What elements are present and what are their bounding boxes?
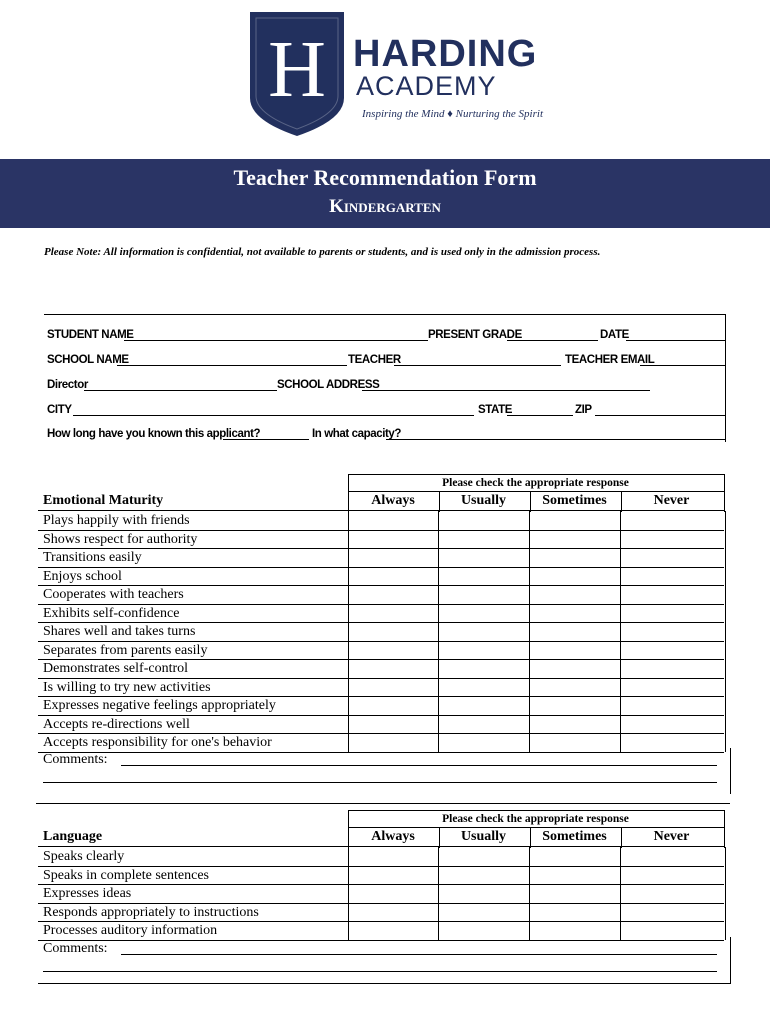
form-subtitle: Kindergarten [329, 196, 441, 217]
check-cell-always[interactable] [348, 622, 439, 641]
table-row [38, 884, 724, 904]
capacity-label: In what capacity? [312, 428, 402, 440]
check-cell-always[interactable] [348, 641, 439, 660]
check-cell-usually[interactable] [438, 530, 530, 549]
check-cell-usually[interactable] [438, 847, 530, 866]
school-address-label: SCHOOL ADDRESS [277, 379, 380, 391]
confidentiality-note: Please Note: All information is confidential, not available to parents or students, and is used only in the admission process. [44, 246, 601, 258]
table-row [38, 903, 724, 923]
table-row [38, 585, 724, 605]
check-cell-sometimes[interactable] [529, 567, 621, 586]
known-how-long-label: How long have you known this applicant? [47, 428, 261, 440]
item-label: Cooperates with teachers [43, 587, 184, 602]
info-row-2 [44, 343, 725, 368]
col-sometimes: Sometimes [542, 493, 607, 508]
check-cell-usually[interactable] [438, 567, 530, 586]
item-label: Responds appropriately to instructions [43, 904, 259, 920]
item-label: Is willing to try new activities [43, 679, 211, 695]
col-never-2: Never [653, 829, 690, 844]
check-cell-never[interactable] [620, 678, 726, 697]
table-row [38, 659, 724, 679]
city-label: CITY [47, 404, 72, 416]
school-name-label: SCHOOL NAME [47, 354, 129, 366]
item-label: Separates from parents easily [43, 642, 208, 658]
item-label: Exhibits self-confidence [43, 605, 180, 621]
check-cell-always[interactable] [348, 715, 439, 734]
date-field[interactable] [626, 339, 725, 341]
check-cell-never[interactable] [620, 884, 726, 903]
item-label: Shares well and takes turns [43, 624, 196, 639]
comments-line-2b[interactable] [43, 971, 717, 972]
item-label: Transitions easily [43, 550, 142, 565]
date-label: DATE [600, 329, 629, 341]
info-row-3 [44, 368, 725, 393]
item-label: Enjoys school [43, 568, 122, 584]
section-title-emotional-maturity: Emotional Maturity [43, 493, 164, 508]
check-cell-usually[interactable] [438, 678, 530, 697]
check-cell-always[interactable] [348, 567, 439, 586]
section-title-language: Language [43, 829, 103, 844]
check-cell-never[interactable] [620, 903, 726, 922]
item-label: Plays happily with friends [43, 513, 190, 528]
school-address-field[interactable] [362, 389, 650, 391]
city-field[interactable] [73, 414, 474, 416]
present-grade-field[interactable] [507, 339, 598, 341]
info-row-4 [44, 393, 725, 418]
check-cell-always[interactable] [348, 604, 439, 623]
check-cell-always[interactable] [348, 884, 439, 903]
comments-box-1 [38, 748, 731, 794]
check-cell-sometimes[interactable] [529, 866, 621, 885]
col-usually-2: Usually [460, 829, 507, 844]
check-cell-always[interactable] [348, 696, 439, 715]
check-cell-sometimes[interactable] [529, 530, 621, 549]
table-row [38, 715, 724, 735]
check-cell-usually[interactable] [438, 884, 530, 903]
item-label: Speaks clearly [43, 849, 125, 864]
check-cell-sometimes[interactable] [529, 604, 621, 623]
check-cell-always[interactable] [348, 548, 439, 567]
response-header-box-2 [348, 810, 725, 828]
check-cell-sometimes[interactable] [529, 641, 621, 660]
col-sometimes-2: Sometimes [542, 829, 607, 844]
item-label: Expresses ideas [43, 886, 132, 901]
check-cell-sometimes[interactable] [529, 659, 621, 678]
check-cell-usually[interactable] [438, 715, 530, 734]
teacher-email-label: TEACHER EMAIL [565, 354, 655, 366]
table-row [38, 622, 724, 642]
check-cell-never[interactable] [620, 866, 726, 885]
check-cell-always[interactable] [348, 659, 439, 678]
check-cell-usually[interactable] [438, 622, 530, 641]
response-header: Please check the appropriate response [442, 477, 629, 489]
table-row [38, 847, 724, 867]
item-label: Demonstrates self-control [43, 661, 189, 676]
table-row [38, 548, 724, 568]
director-label: Director [47, 379, 88, 391]
comments-line-2a[interactable] [121, 954, 717, 955]
item-label: Speaks in complete sentences [43, 867, 210, 883]
zip-label: ZIP [575, 404, 592, 416]
info-row-5 [44, 417, 725, 442]
check-cell-sometimes[interactable] [529, 696, 621, 715]
check-cell-usually[interactable] [438, 641, 530, 660]
student-name-field[interactable] [124, 339, 428, 341]
present-grade-label: PRESENT GRADE [428, 329, 522, 341]
director-field[interactable] [84, 389, 277, 391]
check-cell-never[interactable] [620, 567, 726, 586]
table-row [38, 678, 724, 698]
check-cell-always[interactable] [348, 903, 439, 922]
comments-label-1: Comments: [43, 752, 108, 767]
state-label: STATE [478, 404, 512, 416]
col-always: Always [371, 493, 415, 508]
column-header-row-2 [348, 827, 725, 848]
state-field[interactable] [507, 414, 573, 416]
col-never: Never [653, 493, 690, 508]
check-cell-always[interactable] [348, 847, 439, 866]
item-label: Expresses negative feelings appropriately [43, 698, 276, 713]
check-cell-usually[interactable] [438, 604, 530, 623]
teacher-email-field[interactable] [640, 364, 725, 366]
check-cell-usually[interactable] [438, 585, 530, 604]
check-cell-sometimes[interactable] [529, 585, 621, 604]
brand-name-line1: HARDING [353, 33, 538, 75]
comments-line-1b[interactable] [43, 782, 717, 783]
item-label: Accepts responsibility for one's behavior [43, 735, 272, 750]
check-cell-sometimes[interactable] [529, 511, 621, 530]
check-cell-never[interactable] [620, 585, 726, 604]
response-header-2: Please check the appropriate response [442, 813, 629, 825]
check-cell-sometimes[interactable] [529, 847, 621, 866]
comments-line-1a[interactable] [121, 765, 717, 766]
col-always-2: Always [371, 829, 415, 844]
check-cell-always[interactable] [348, 585, 439, 604]
check-cell-usually[interactable] [438, 903, 530, 922]
check-cell-always[interactable] [348, 511, 439, 530]
check-cell-never[interactable] [620, 847, 726, 866]
known-how-long-field[interactable] [223, 438, 309, 440]
check-cell-usually[interactable] [438, 696, 530, 715]
check-cell-always[interactable] [348, 866, 439, 885]
teacher-field[interactable] [394, 364, 561, 366]
form-title: Teacher Recommendation Form [233, 165, 537, 190]
check-cell-sometimes[interactable] [529, 548, 621, 567]
check-cell-never[interactable] [620, 715, 726, 734]
check-cell-never[interactable] [620, 548, 726, 567]
check-cell-usually[interactable] [438, 659, 530, 678]
check-cell-always[interactable] [348, 530, 439, 549]
check-cell-never[interactable] [620, 530, 726, 549]
check-cell-sometimes[interactable] [529, 678, 621, 697]
check-cell-never[interactable] [620, 511, 726, 530]
table-row [38, 866, 724, 886]
check-cell-sometimes[interactable] [529, 622, 621, 641]
brand-tagline: Inspiring the Mind ♦ Nurturing the Spirit [362, 108, 544, 120]
check-cell-usually[interactable] [438, 511, 530, 530]
table-row [38, 567, 724, 587]
zip-field[interactable] [595, 414, 725, 416]
item-label: Shows respect for authority [43, 531, 198, 547]
item-label: Accepts re-directions well [43, 716, 190, 732]
check-cell-never[interactable] [620, 622, 726, 641]
check-cell-usually[interactable] [438, 866, 530, 885]
table-row [38, 641, 724, 661]
column-header-row [348, 491, 725, 512]
logo-letter: H [268, 26, 326, 114]
check-cell-never[interactable] [620, 641, 726, 660]
comments-box-2 [38, 937, 731, 984]
check-cell-sometimes[interactable] [529, 884, 621, 903]
info-row-1 [44, 318, 725, 343]
table-row [38, 511, 724, 531]
table-row [38, 696, 724, 716]
brand-name-line2: ACADEMY [356, 71, 497, 101]
check-cell-always[interactable] [348, 678, 439, 697]
capacity-field[interactable] [386, 438, 725, 440]
table-row [38, 604, 724, 624]
check-cell-never[interactable] [620, 696, 726, 715]
response-header-box [348, 474, 725, 492]
check-cell-sometimes[interactable] [529, 715, 621, 734]
check-cell-never[interactable] [620, 659, 726, 678]
check-cell-never[interactable] [620, 604, 726, 623]
teacher-label: TEACHER [348, 354, 401, 366]
check-cell-usually[interactable] [438, 548, 530, 567]
comments-label-2: Comments: [43, 941, 108, 956]
item-label: Processes auditory information [43, 923, 218, 938]
section-divider [36, 803, 730, 804]
student-info-box [44, 314, 726, 442]
student-name-label: STUDENT NAME [47, 329, 134, 341]
col-usually: Usually [460, 493, 507, 508]
check-cell-sometimes[interactable] [529, 903, 621, 922]
school-name-field[interactable] [117, 364, 347, 366]
table-row [38, 530, 724, 550]
